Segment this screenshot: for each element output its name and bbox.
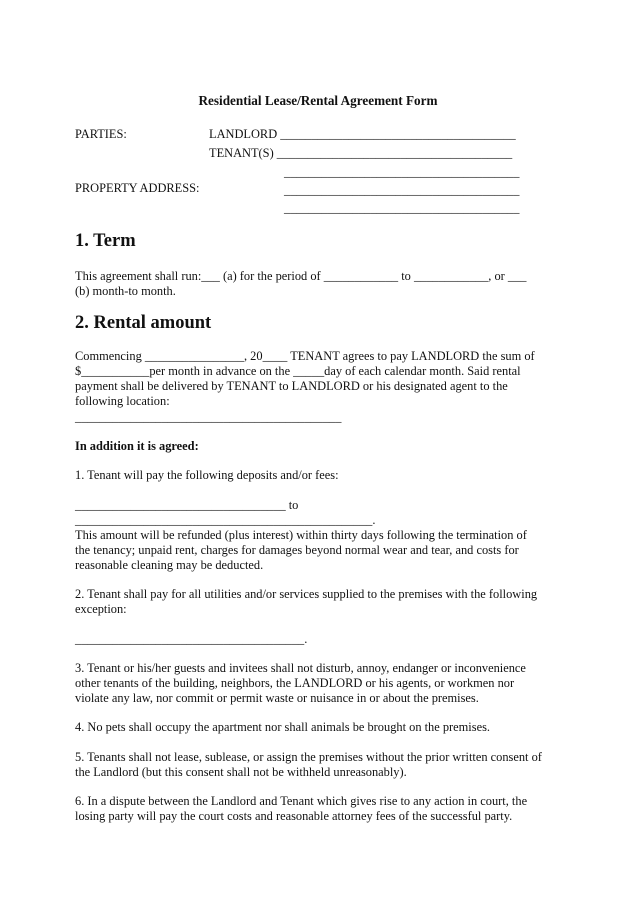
blank-line: ______________________________________ xyxy=(284,165,520,179)
clause-3-line-3: violate any law, nor commit or permit waste or nuisance in or about the premises. xyxy=(75,691,479,705)
clause-3-line-1: 3. Tenant or his/her guests and invitees shall not disturb, annoy, endanger or inconvenience xyxy=(75,661,526,675)
landlord-line: LANDLORD ______________________________________ xyxy=(209,127,516,141)
clause-6-line-2: losing party will pay the court costs and reasonable attorney fees of the successful party. xyxy=(75,809,513,823)
parties-label: PARTIES: xyxy=(75,127,127,141)
clause-6-line-1: 6. In a dispute between the Landlord and Tenant which gives rise to any action in court, the xyxy=(75,794,528,808)
clause-5-line-2: the Landlord (but this consent shall not be withheld unreasonably). xyxy=(75,765,407,779)
clause-1-line-3: ________________________________________________. xyxy=(75,513,376,527)
rental-line-2: $___________per month in advance on the _____day of each calendar month. Said rental xyxy=(75,364,521,378)
blank-line: ______________________________________ xyxy=(284,201,520,215)
clause-1-line-4: This amount will be refunded (plus interest) within thirty days following the termination of xyxy=(75,528,527,542)
clause-2-line-2: exception: xyxy=(75,602,127,616)
term-line-1: This agreement shall run:___ (a) for the period of ____________ to ____________, or ___ xyxy=(75,269,527,283)
rental-line-1: Commencing ________________, 20____ TENANT agrees to pay LANDLORD the sum of xyxy=(75,349,535,363)
document-title: Residential Lease/Rental Agreement Form xyxy=(198,93,438,108)
clause-5-line-1: 5. Tenants shall not lease, sublease, or assign the premises without the prior written consent of xyxy=(75,750,542,764)
property-address-label: PROPERTY ADDRESS: xyxy=(75,181,200,195)
clause-1-line-5: the tenancy; unpaid rent, charges for damages beyond normal wear and tear, and costs for xyxy=(75,543,519,557)
location-blank-line: ___________________________________________ xyxy=(75,410,342,424)
term-line-2: (b) month-to month. xyxy=(75,284,176,298)
clause-2-line-3: _____________________________________. xyxy=(75,632,308,646)
section-heading-rental-amount: 2. Rental amount xyxy=(75,313,212,333)
clause-1-line-6: reasonable cleaning may be deducted. xyxy=(75,558,264,572)
section-heading-term: 1. Term xyxy=(75,231,136,251)
clause-3-line-2: other tenants of the building, neighbors, the LANDLORD or his agents, or workmen nor xyxy=(75,676,515,690)
blank-line: ______________________________________ xyxy=(284,183,520,197)
clause-2-line-1: 2. Tenant shall pay for all utilities and/or services supplied to the premises with the following xyxy=(75,587,538,601)
clause-1-line-2: __________________________________ to xyxy=(75,498,299,512)
rental-line-4: following location: xyxy=(75,394,170,408)
clause-1-line-1: 1. Tenant will pay the following deposits and/or fees: xyxy=(75,468,339,482)
clause-4-line-1: 4. No pets shall occupy the apartment nor shall animals be brought on the premises. xyxy=(75,720,490,734)
agreed-heading: In addition it is agreed: xyxy=(75,439,199,453)
rental-line-3: payment shall be delivered by TENANT to LANDLORD or his designated agent to the xyxy=(75,379,508,393)
tenant-line: TENANT(S) ______________________________________ xyxy=(209,146,513,160)
